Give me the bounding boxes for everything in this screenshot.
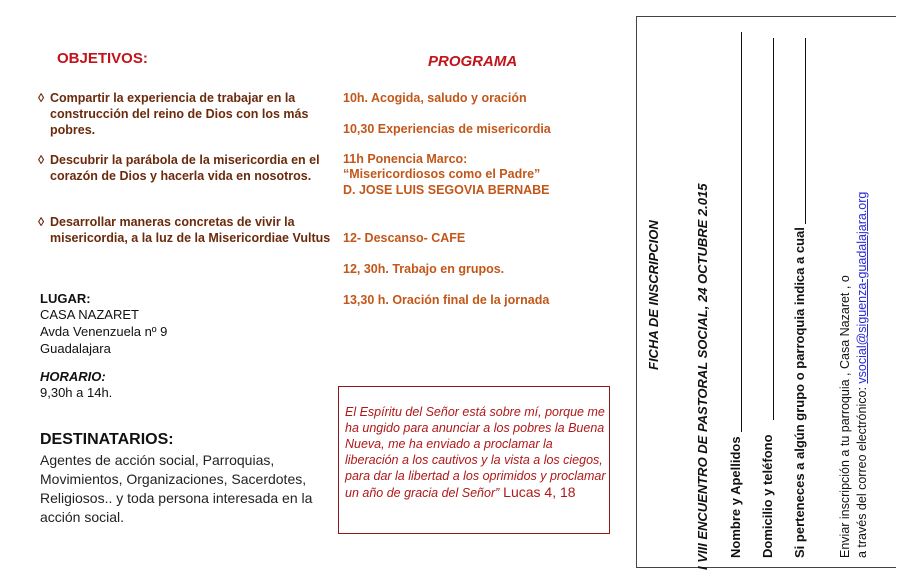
domicilio-line[interactable] (773, 38, 774, 420)
ficha-event: I VIII ENCUENTRO DE PASTORAL SOCIAL, 24 OCTUBRE 2.015 (695, 183, 710, 570)
lugar-line-3: Guadalajara (40, 341, 111, 356)
programa-item-4: “Misericordiosos como el Padre” (343, 167, 541, 181)
ficha-title: FICHA DE INSCRIPCION (646, 220, 661, 370)
objetivo-item-2: ◊ Descubrir la parábola de la misericordia en el corazón de Dios y hacerla vida en nosotros. (38, 153, 320, 183)
enviar-line-1: Enviar inscripción a tu parroquia , Casa Nazaret , o (838, 275, 852, 558)
objetivo-item-3: ◊ Desarrollar maneras concretas de vivir la misericordia, a la luz de la Misericordiae Vultus (38, 215, 331, 245)
nombre-label: Nombre y Apellidos (728, 436, 743, 558)
bullet-icon: ◊ (38, 153, 45, 167)
grupo-line[interactable] (805, 38, 806, 224)
quote-text: El Espíritu del Señor está sobre mí, porque me ha ungido para anunciar a los pobres la Buena Nueva, me ha enviado a proclamar la liberación a los cautivos y la vista a los ciegos, para dar la libertad a los oprimidos y proclamar un año de gracia del Señor” Lucas 4, 18 (345, 405, 606, 500)
objetivos-title: OBJETIVOS: (57, 50, 148, 67)
lugar-label: LUGAR: (40, 291, 91, 306)
bullet-icon: ◊ (38, 215, 45, 229)
domicilio-label: Domicilio y teléfono (760, 434, 775, 558)
horario-label: HORARIO: (40, 369, 106, 384)
programa-title: PROGRAMA (428, 53, 518, 70)
programa-item-3: 11h Ponencia Marco: (343, 152, 468, 166)
programa-item-1: 10h. Acogida, saludo y oración (343, 91, 527, 105)
programa-speaker: D. JOSE LUIS SEGOVIA BERNABE (343, 183, 550, 197)
destinatarios-title: DESTINATARIOS: (40, 431, 174, 448)
bullet-icon: ◊ (38, 91, 45, 105)
programa-item-7: 13,30 h. Oración final de la jornada (343, 293, 550, 307)
lugar-line-1: CASA NAZARET (40, 307, 139, 322)
enviar-line-2: a través del correo electrónico: vsocial@siguenza-guadalajara.org (855, 191, 869, 558)
lugar-line-2: Avda Venenzuela nº 9 (40, 324, 168, 339)
programa-item-6: 12, 30h. Trabajo en grupos. (343, 262, 505, 276)
destinatarios-text: Agentes de acción social, Parroquias, Movimientos, Organizaciones, Sacerdotes, Religiosos.. y toda persona interesada en la acción social. (40, 452, 313, 525)
horario-value: 9,30h a 14h. (40, 385, 113, 400)
nombre-line[interactable] (741, 32, 742, 432)
quote-reference: Lucas 4, 18 (499, 484, 576, 500)
grupo-label: Si perteneces a algún grupo o parroquia indica a cual (792, 227, 807, 558)
email-link[interactable]: vsocial@siguenza-guadalajara.org (855, 191, 869, 384)
programa-item-2: 10,30 Experiencias de misericordia (343, 122, 551, 136)
programa-item-5: 12- Descanso- CAFE (343, 231, 466, 245)
objetivo-item-1: ◊ Compartir la experiencia de trabajar en la construcción del reino de Dios con los más pobres. (38, 91, 309, 137)
